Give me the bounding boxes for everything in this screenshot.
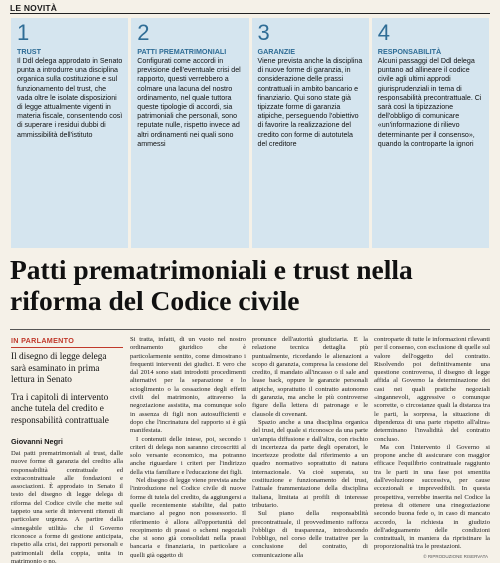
box-title: GARANZIE	[257, 47, 296, 56]
box-title: PATTI PREMATRIMONIALI	[137, 47, 227, 56]
author-byline: Giovanni Negri	[11, 437, 63, 446]
deck-primary: Il disegno di legge delega sarà esaminato in prima lettura in Senato	[11, 352, 107, 385]
body-paragraph: Nel disegno di legge viene prevista anche l'introduzione nel Codice civile di nuove forme di tutela del credito, da aggiungersi a quelle recentemente stabilite, dal patto marciano al pegno non possessorio. Il riferimento è allora all'opportunità del recepimento di prassi o schemi negoziali che si sono già consolidati nella prassi bancaria e finanziaria, in particolare a quelli già oggetto di	[130, 477, 246, 558]
box-text: Viene prevista anche la disciplina di nuove forme di garanzia, in considerazione delle prassi contrattuali in ambito bancario e finanziario. Qui sono state già tipizzate forme di garanzia atipiche, perseguendo l'obiettivo di favorire la realizzazione del credito con forme di autotutela del creditore	[257, 57, 363, 148]
body-paragraph: pronunce dell'autorità giudiziaria. E la relazione tecnica dettaglia più puntualmente, ricordando le alienazioni a scopo di garanzia, compresa la cessione del credito, il mandato all'incasso o il sale and lease back, oppure le garanzie personali atipiche, soprattutto il contratto autonomo di garanzia, ma anche le più controverse figure della lettera di patronage e le clausole di covenant.	[252, 336, 368, 418]
novelty-box-2	[131, 18, 248, 248]
body-paragraph: Si tratta, infatti, di un vuoto nel nostro ordinamento giuridico che è particolarmente sentito, come dimostrano i frequenti interventi dei giudici. E vero che dal 2014 sono stati introdotti procedimenti alternativi per la separazione e lo scioglimento o la cessazione degli effetti civili del matrimonio, attraverso la negoziazione assistita, ma comunque solo in assenza di figli non autosufficienti e dopo che l'incrinatura del rapporto si è già manifestata.	[130, 336, 246, 435]
body-paragraph: controparte di tutte le informazioni rilevanti per il consenso, con esclusione di quelle sul valore dell'oggetto del contratto. Risolvendo poi definitivamente una questione controversa, il disegno di legge affida al Governo la determinazione dei casi nei quali pratiche negoziali «ingannevoli, aggressive o comunque scorrette, o circostanze quali la distanza tra le parti, la sorpresa, la situazione di dipendenza di una parte rispetto all'altra» determinano l'invalidità del contratto concluso.	[374, 336, 490, 443]
section-kicker: LE NOVITÀ	[10, 3, 58, 13]
novelty-box-3	[252, 18, 369, 248]
body-column-1	[130, 336, 246, 558]
box-text: Configurati come accordi in previsione dell'eventuale crisi del rapporto, questi verrebbero a colmare una lacuna del nostro ordinamento, nel quale tuttora queste tipologie di accordi, sia patrimoniali che personali, sono reputate nulle, rispetto invece ad altri ordinamenti nei quali sono ammessi	[137, 57, 241, 148]
headline-rule	[10, 329, 490, 330]
box-number: 1	[17, 20, 30, 45]
box-text: Alcuni passaggi del Ddl delega puntano ad allineare il codice civile agli ultimi approdi giurisprudenziali in tema di responsabilità precontrattuale. Ci sarà così la tipizzazione dell'obbligo di comunicare «un'informazione di rilievo determinante per il consenso», quando la controparte la ignori	[377, 57, 482, 148]
body-paragraph: Ma con l'intervento il Governo si propone anche di assicurare con maggior efficace l'equilibrio contrattuale raggiunto tra le parti in una fase poi smentita dall'evoluzione successiva, per cause eccezionali e imprevedibili. In questa prospettiva, verrebbe inserita nel Codice la pretesa di ottenere una rinegoziazione secondo buona fede o, in caso di mancato accordo, la richiesta in giudizio dell'adeguamento delle condizioni contrattuali, in maniera da ripristinare la proporzionalità tra le prestazioni.	[374, 443, 490, 551]
box-text: Il Ddl delega approdato in Senato punta a introdurre una disciplina organica sulla costituzione e sul funzionamento del trust, che vada oltre le isolate disposizioni di legge attualmente vigenti in materia fiscale, consentendo così di superare i residui dubbi di ammissibilità dell'istituto	[17, 57, 123, 139]
novelty-boxes	[11, 18, 489, 248]
body-paragraph: Sul piano della responsabilità precontrattuale, il provvedimento rafforza l'obbligo di trasparenza, introducendo l'obbligo, nel corso delle trattative per la conclusione del contratto, di comunicazione alla	[252, 510, 368, 558]
novelty-box-1	[11, 18, 128, 248]
top-rule	[10, 13, 490, 14]
section-label: IN PARLAMENTO	[11, 336, 123, 348]
left-column	[11, 336, 123, 563]
box-number: 2	[137, 20, 150, 45]
lead-paragraph: Dai patti prematrimoniali al trust, dalle nuove forme di garanzia del credito alla responsabilità contrattuale ed extracontrattuale alle fondazioni e associazioni. È approdato in Senato il testo del disegno di legge delega di riforma del Codice civile che mette sul tappeto una serie di interventi ritenuti di particolare urgenza. A partire dalla «innegabile utilità» che il Governo riconosce a forme di gestione anticipata, rispetto alla crisi, dei rapporti personali e patrimoniali della coppia, unita in matrimonio o no.	[11, 450, 123, 563]
box-number: 3	[257, 20, 270, 45]
box-title: RESPONSABILITÀ	[377, 47, 442, 56]
copyright-notice: © RIPRODUZIONE RISERVATA	[423, 554, 488, 559]
article-body	[130, 336, 490, 558]
body-paragraph: Spazio anche a una disciplina organica del trust, del quale si riconosce da una parte un'ampia diffusione e dall'altra, con rischio di incertezza da parte degli operatori, le incertezze prodotte dal riferimento a un quadro normativo soprattutto di natura internazionale. Va cioè superata, su costituzione e funzionamento del trust, l'attuale frammentazione della disciplina italiana, limitata ai profili di interesse tributario.	[252, 418, 368, 509]
body-column-2	[252, 336, 368, 558]
novelty-box-4	[372, 18, 489, 248]
deck-secondary: Tra i capitoli di intervento anche tutela del credito e responsabilità contrattuale	[11, 392, 109, 426]
box-number: 4	[377, 20, 390, 45]
article-headline: Patti prematrimoniali e trust nella riforma del Codice civile	[10, 254, 413, 316]
body-column-3	[374, 336, 490, 558]
body-paragraph: I contenuti delle intese, poi, secondo i criteri di delega non saranno circoscritti al solo versante economico, ma potranno anche riguardare i criteri per l'indirizzo della vita familiare e l'educazione dei figli.	[130, 435, 246, 476]
box-title: TRUST	[17, 47, 41, 56]
